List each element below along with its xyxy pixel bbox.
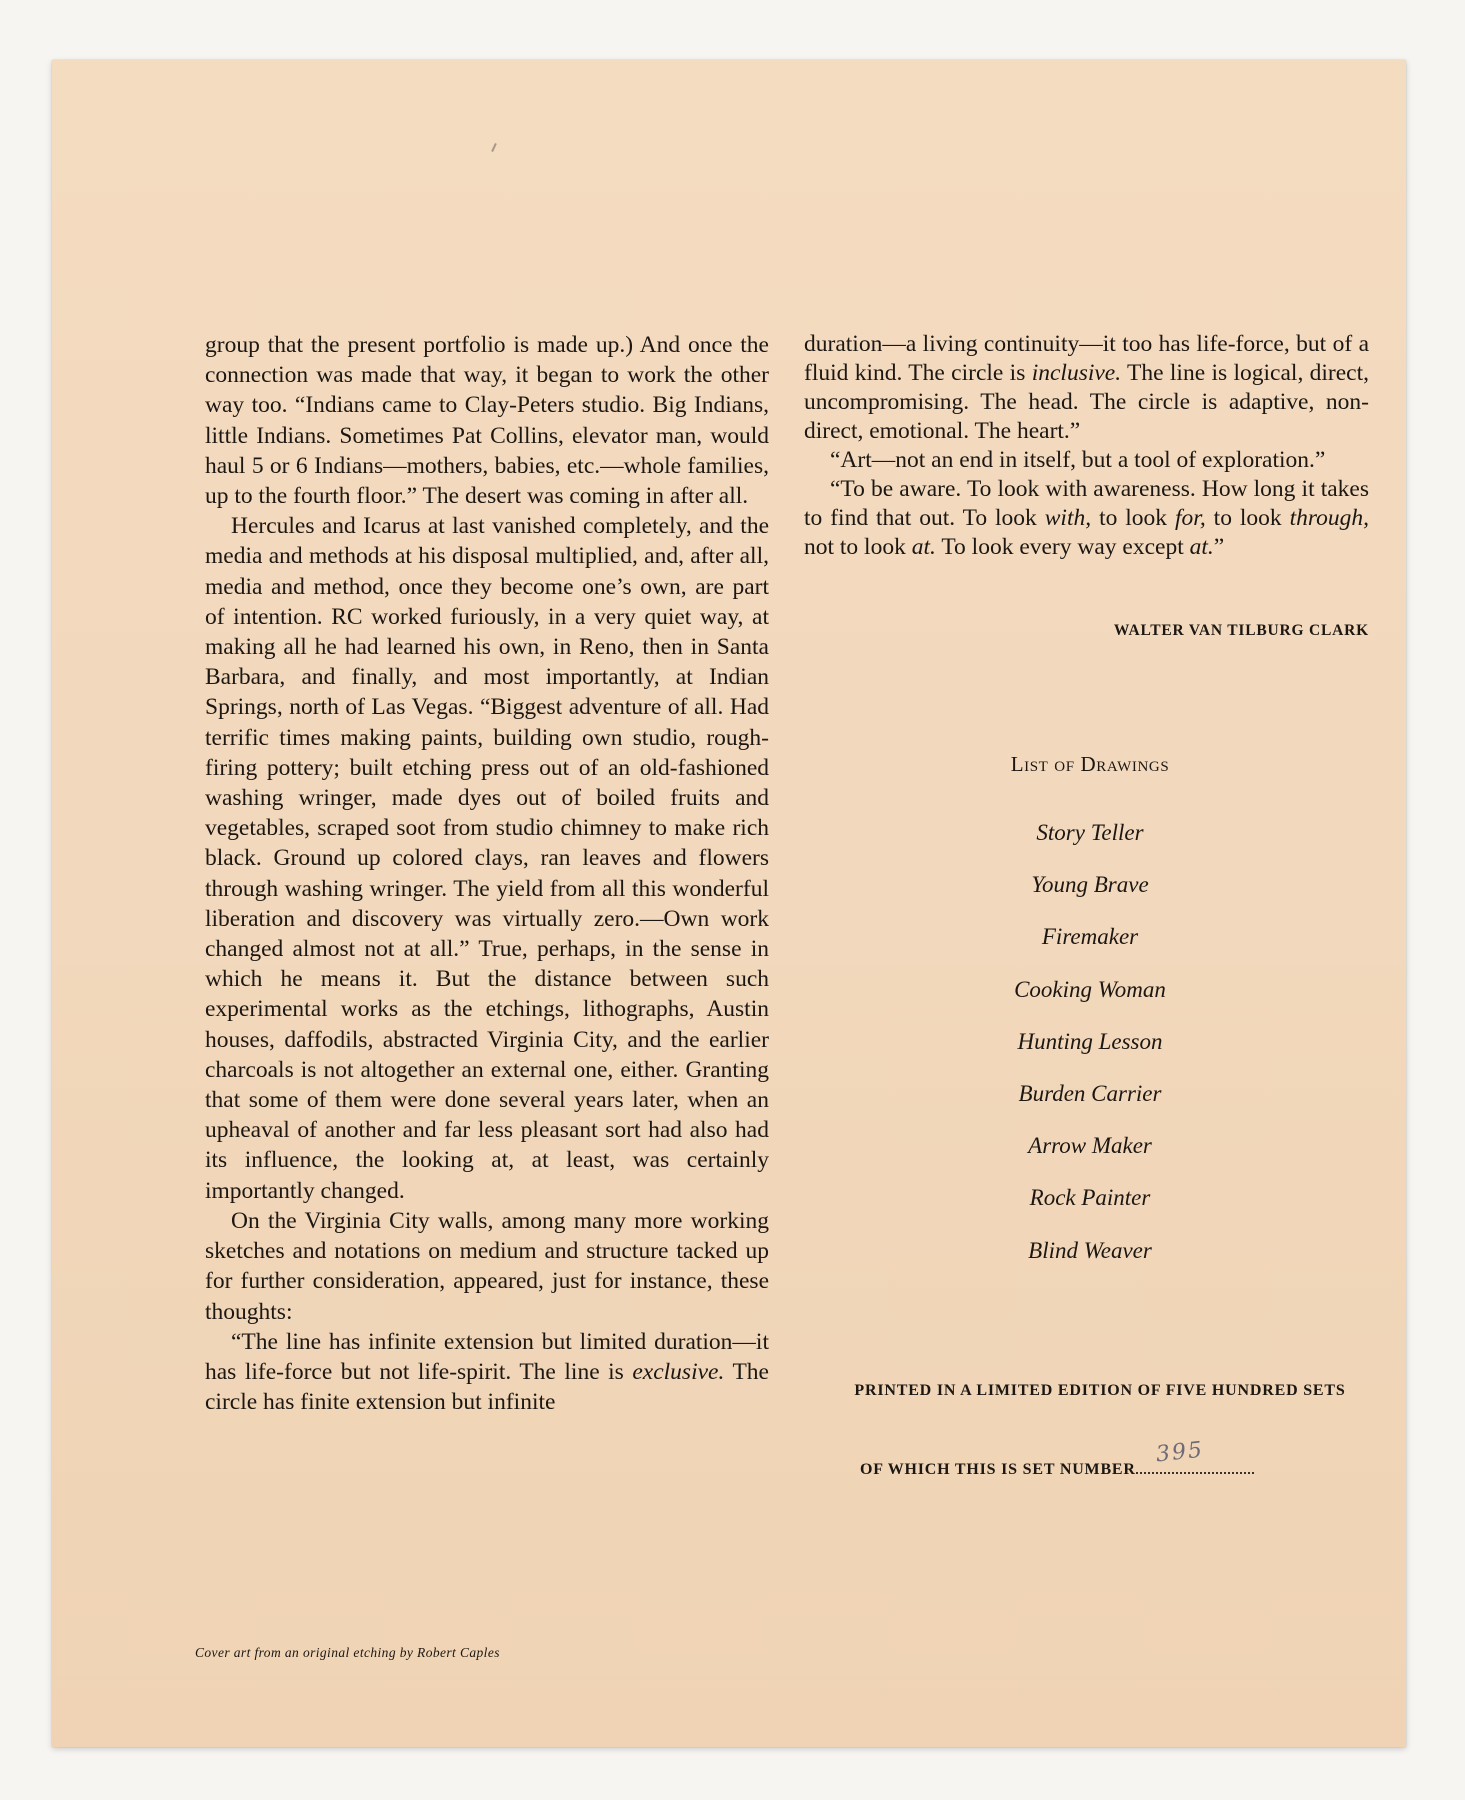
left-text-column <box>205 330 769 1417</box>
set-number-line <box>860 1437 1330 1479</box>
left-paragraph-1: group that the present portfolio is made up.) And once the connection was made that way, it began to work the other way too. “Indians came to Clay-Peters studio. Big Indians, little Indians. Sometimes Pat Collins, elevator man, would haul 5 or 6 Indians—mothers, babies, etc.—whole families, up to the fourth floor.” The desert was coming in after all. <box>205 332 769 510</box>
drawing-title: Hunting Lesson <box>1017 1028 1163 1054</box>
right-paragraph-2: “Art—not an end in itself, but a tool of exploration.” <box>830 447 1326 473</box>
text-run: duration—a living continuity—it too has life-force, but of a fluid kind. The circle is <box>804 331 1369 386</box>
text-run: “The line has infinite extension but limited duration—it has life-force but not life-spirit. The line is <box>205 1328 769 1385</box>
left-paragraph-2: Hercules and Icarus at last vanished completely, and the media and methods at his disposal multiplied, and, after all, media and method, once they become one’s own, are part of intention. RC worked furiously, in a very quiet way, at making all he had learned his own, in Reno, then in Santa Barbara, and finally, and most importantly, at Indian Springs, north of Las Vegas. “Biggest adventure of all. Had terrific times making paints, building own studio, rough-firing pottery; built etching press out of an old-fashioned washing wringer, made dyes out of boiled fruits and vegetables, scraped soot from studio chimney to make rich black. Ground up colored clays, ran leaves and flowers through washing wringer. The yield from all this wonderful liberation and discovery was virtually zero.—Own work changed almost not at all.” True, perhaps, in the sense in which he means it. But the distance between such experimental works as the etchings, lithographs, Austin houses, daffodils, abstracted Virginia City, and the earlier charcoals is not altogether an external one, either. Granting that some of them were done several years later, when an upheaval of another and far less pleasant sort had also had its influence, the looking at, at least, was certainly importantly changed. <box>205 513 769 1204</box>
set-number-blank <box>1136 1437 1254 1474</box>
text-run: not to look <box>804 534 906 560</box>
drawing-title: Story Teller <box>1036 820 1144 845</box>
emphasis: through, <box>1289 505 1370 531</box>
set-number-label: OF WHICH THIS IS SET NUMBER <box>860 1461 1136 1478</box>
drawing-title: Blind Weaver <box>1028 1237 1152 1263</box>
emphasis: for, <box>1175 505 1206 531</box>
drawing-title: Cooking Woman <box>1014 976 1166 1002</box>
cover-art-credit: Cover art from an original etching by Robert Caples <box>195 1645 500 1660</box>
right-paragraph-1 <box>804 330 1369 446</box>
emphasis: at. <box>1189 534 1214 560</box>
emphasis: at. <box>911 534 936 560</box>
drawing-title: Young Brave <box>1031 872 1149 898</box>
drawing-title: Firemaker <box>1041 924 1139 950</box>
text-run: To look every way except <box>941 534 1184 560</box>
list-of-drawings <box>930 818 1250 1288</box>
text-run: to look <box>1213 505 1282 531</box>
drawing-title: Burden Carrier <box>1018 1080 1162 1106</box>
text-run: ” <box>1213 534 1225 560</box>
emphasis-inclusive: inclusive. <box>1031 360 1122 386</box>
text-run: The line is logical, direct, uncompromising. The head. The circle is adaptive, non-direct, emotional. The heart.” <box>804 360 1370 444</box>
right-paragraph-3 <box>804 475 1369 562</box>
drawing-title: Arrow Maker <box>1028 1133 1152 1159</box>
drawing-title: Rock Painter <box>1029 1185 1151 1211</box>
emphasis-exclusive: exclusive. <box>632 1358 725 1385</box>
author-signature: WALTER VAN TILBURG CLARK <box>1113 622 1369 639</box>
text-run: to look <box>1099 505 1168 531</box>
text-run: “To be aware. To look with awareness. How long it takes to find that out. To look <box>804 476 1369 531</box>
right-text-column <box>804 330 1369 562</box>
left-paragraph-4 <box>205 1327 769 1418</box>
handwritten-set-number: 395 <box>1154 1437 1205 1468</box>
list-of-drawings-title: List of Drawings <box>1010 752 1170 776</box>
edition-statement: PRINTED IN A LIMITED EDITION OF FIVE HUNDRED SETS <box>854 1382 1346 1399</box>
emphasis: with, <box>1044 505 1092 531</box>
text-run: The circle has finite extension but infinite <box>205 1358 769 1416</box>
left-paragraph-3: On the Virginia City walls, among many more working sketches and notations on medium and structure tacked up for further consideration, appeared, just for instance, these thoughts: <box>205 1207 769 1325</box>
